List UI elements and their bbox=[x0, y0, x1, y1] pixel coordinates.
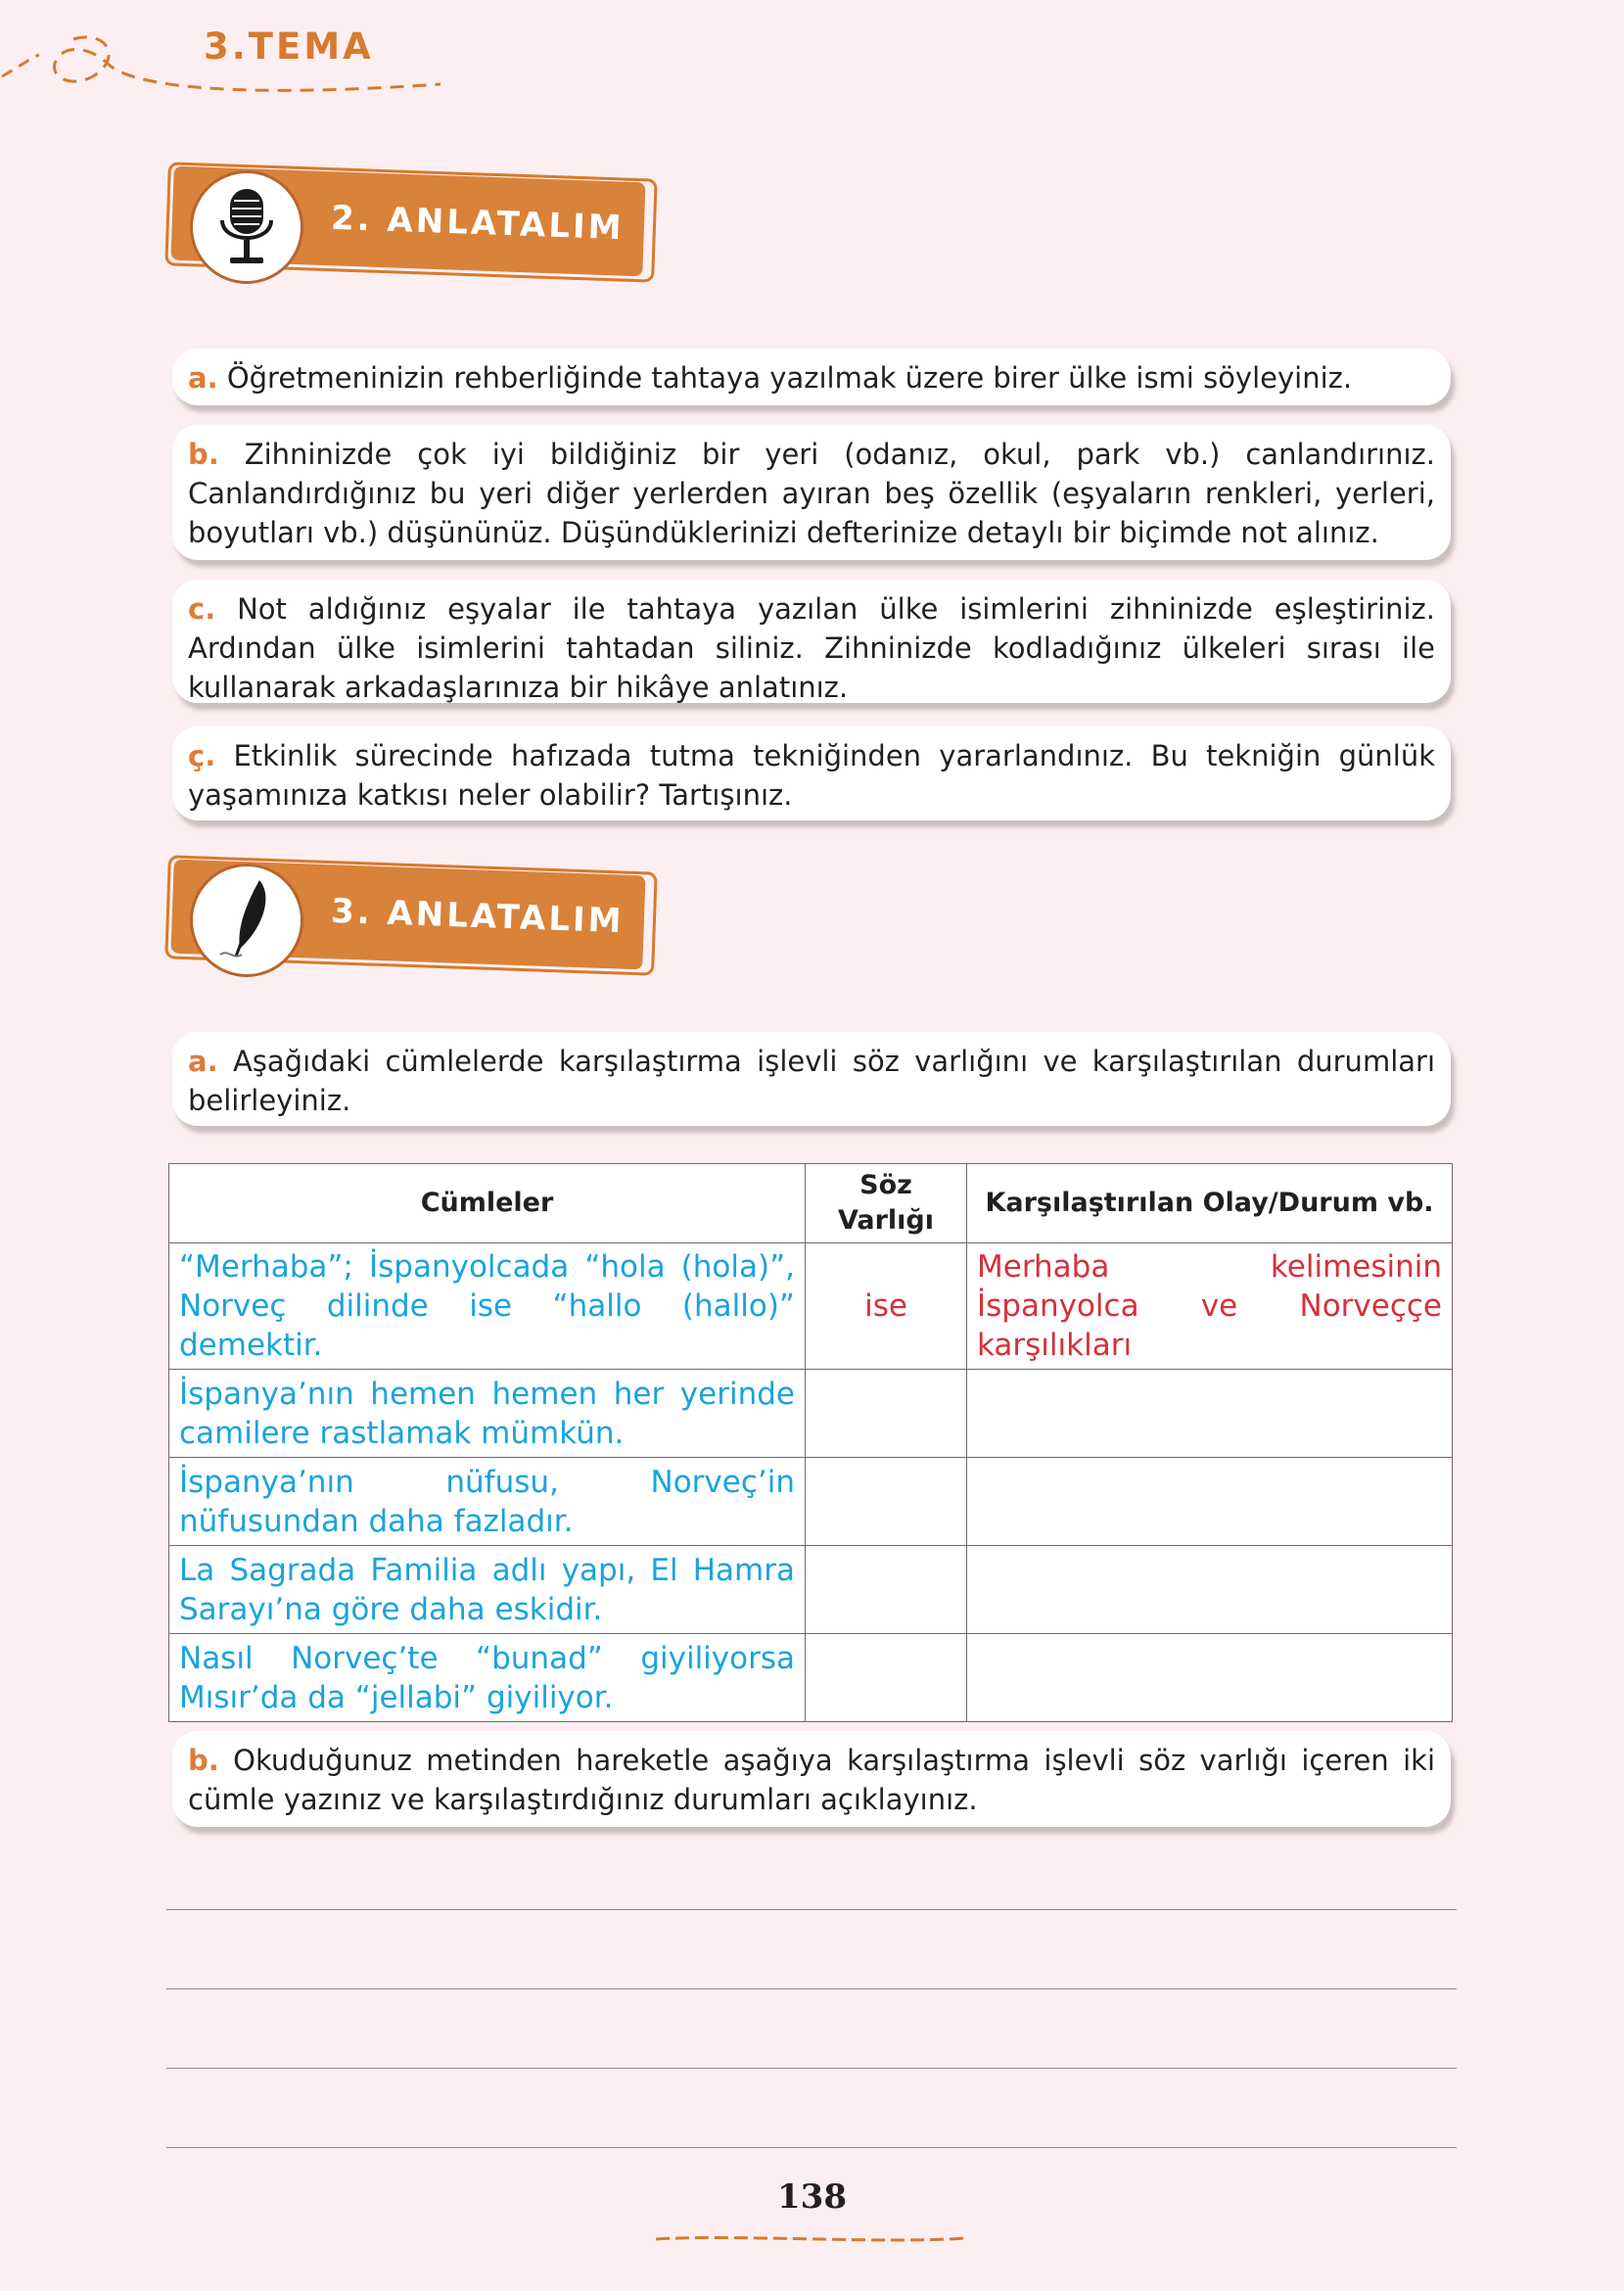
task-text: Okuduğunuz metinden hareketle aşağıya karşılaştırma işlevli söz varlığı içeren iki cümle yazınız ve karşılaştırdığınız durumları açıklayınız. bbox=[188, 1744, 1436, 1816]
table-row bbox=[169, 1546, 1453, 1634]
word-answer-cell[interactable]: ise bbox=[806, 1243, 967, 1370]
section-title: 2. ANLATALIM bbox=[330, 198, 626, 249]
sentence-cell: İspanya’nın nüfusu, Norveç’in nüfusundan daha fazladır. bbox=[169, 1458, 806, 1546]
table-header-row bbox=[169, 1164, 1453, 1243]
task-text: Not aldığınız eşyalar ile tahtaya yazılan ülke isimlerini zihninizde eşleştiriniz. Ardından ülke isimlerini tahtadan siliniz. Zihninizde kodladığınız ülkeleri sırası ile kullanarak arkadaşlarınıza bir hikâye anlatınız. bbox=[188, 592, 1436, 704]
task-label: c. bbox=[188, 592, 216, 626]
table-row bbox=[169, 1243, 1453, 1370]
task-text: Aşağıdaki cümlelerde karşılaştırma işlevli söz varlığını ve karşılaştırılan durumları belirleyiniz. bbox=[188, 1045, 1435, 1117]
sentence-cell: La Sagrada Familia adlı yapı, El Hamra Sarayı’na göre daha eskidir. bbox=[169, 1546, 806, 1634]
writing-line[interactable] bbox=[166, 2068, 1457, 2069]
comparison-answer-cell[interactable] bbox=[967, 1370, 1453, 1458]
column-header: Cümleler bbox=[169, 1164, 806, 1243]
task-text: Öğretmeninizin rehberliğinde tahtaya yazılmak üzere birer ülke ismi söyleyiniz. bbox=[226, 361, 1353, 395]
task-2b bbox=[172, 425, 1451, 560]
task-label: b. bbox=[188, 1744, 219, 1777]
page-number-decoration bbox=[654, 2232, 967, 2246]
quill-pen-icon bbox=[190, 864, 303, 977]
page-number: 138 bbox=[777, 2177, 847, 2217]
task-3a bbox=[172, 1032, 1451, 1126]
writing-line[interactable] bbox=[166, 1988, 1457, 1989]
section-banner-anlatalim-3 bbox=[166, 860, 675, 977]
section-title: 3. ANLATALIM bbox=[330, 891, 626, 942]
writing-line[interactable] bbox=[166, 2147, 1457, 2148]
task-label: b. bbox=[188, 438, 219, 471]
table-row bbox=[169, 1458, 1453, 1546]
microphone-icon bbox=[190, 170, 303, 284]
word-answer-cell[interactable] bbox=[806, 1458, 967, 1546]
word-answer-cell[interactable] bbox=[806, 1634, 967, 1722]
comparison-answer-cell[interactable] bbox=[967, 1458, 1453, 1546]
column-header: Söz Varlığı bbox=[806, 1164, 967, 1243]
word-answer-cell[interactable] bbox=[806, 1546, 967, 1634]
comparison-answer-cell[interactable]: Merhaba kelimesinin İspanyolca ve Norveççe karşılıkları bbox=[967, 1243, 1453, 1370]
sentence-cell: Nasıl Norveç’te “bunad” giyiliyorsa Mısır’da da “jellabi” giyiliyor. bbox=[169, 1634, 806, 1722]
task-label: a. bbox=[188, 1045, 218, 1078]
table-row bbox=[169, 1370, 1453, 1458]
writing-line[interactable] bbox=[166, 1909, 1457, 1910]
table-row bbox=[169, 1634, 1453, 1722]
task-text: Zihninizde çok iyi bildiğiniz bir yeri (odanız, okul, park vb.) canlandırınız. Canlandırdığınız bu yeri diğer yerlerden ayıran beş özellik (eşyaların renkleri, yerleri, boyutları vb.) düşününüz. Düşündüklerinizi defterinize detaylı bir biçimde not alınız. bbox=[188, 438, 1435, 549]
sentence-cell: İspanya’nın hemen hemen her yerinde camilere rastlamak mümkün. bbox=[169, 1370, 806, 1458]
task-label: ç. bbox=[188, 739, 216, 772]
task-2c bbox=[172, 580, 1451, 703]
task-text: Etkinlik sürecinde hafızada tutma tekniğinden yararlandınız. Bu tekniğin günlük yaşamınıza katkısı neler olabilir? Tartışınız. bbox=[188, 739, 1436, 812]
word-answer-cell[interactable] bbox=[806, 1370, 967, 1458]
comparison-answer-cell[interactable] bbox=[967, 1634, 1453, 1722]
task-2a bbox=[172, 349, 1451, 405]
sentence-cell: “Merhaba”; İspanyolcada “hola (hola)”, Norveç dilinde ise “hallo (hallo)” demektir. bbox=[169, 1243, 806, 1370]
task-3b bbox=[172, 1731, 1451, 1827]
theme-title: 3.TEMA bbox=[204, 25, 374, 68]
comparison-answer-cell[interactable] bbox=[967, 1546, 1453, 1634]
column-header: Karşılaştırılan Olay/Durum vb. bbox=[967, 1164, 1453, 1243]
comparison-table bbox=[168, 1163, 1453, 1722]
task-label: a. bbox=[188, 361, 218, 395]
section-banner-anlatalim-2 bbox=[166, 166, 675, 284]
task-2c-cedilla bbox=[172, 726, 1451, 820]
